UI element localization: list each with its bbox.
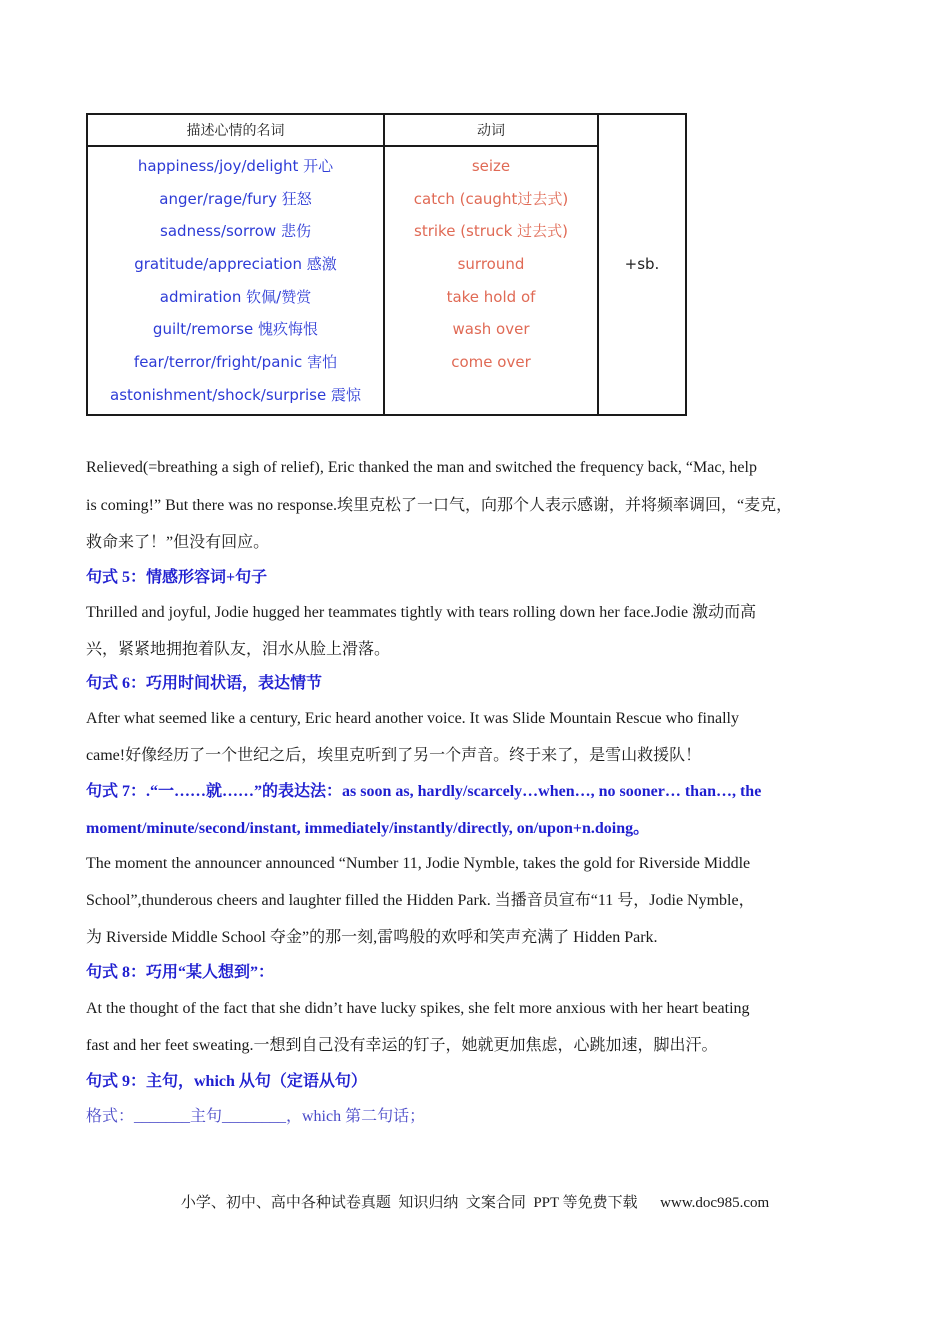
body-text-line: After what seemed like a century, Eric heard another voice. It was Slide Mountain Rescue who finally [86, 710, 739, 727]
section-heading: 句式 9：主句，which 从句（定语从句） [86, 1073, 367, 1090]
verb-column [384, 146, 598, 415]
section-heading: 句式 8：巧用“某人想到”： [86, 964, 275, 981]
verb-item: take hold of [446, 287, 536, 306]
noun-item: guilt/remorse 愧疚悔恨 [152, 320, 319, 339]
verb-item: strike (struck 过去式) [414, 222, 568, 241]
object-cell: +sb. [598, 114, 686, 415]
noun-item: anger/rage/fury 狂怒 [159, 189, 312, 208]
verb-item: wash over [452, 320, 530, 339]
noun-item: happiness/joy/delight 开心 [137, 157, 334, 175]
section-heading: 句式 6：巧用时间状语，表达情节 [86, 675, 323, 692]
table-header-row [87, 114, 686, 146]
body-text-line: came!好像经历了一个世纪之后，埃里克听到了另一个声音。终于来了，是雪山救援队！ [86, 747, 702, 764]
noun-item: gratitude/appreciation 感激 [134, 255, 337, 274]
noun-item: astonishment/shock/surprise 震惊 [110, 385, 361, 404]
noun-item: admiration 钦佩/赞赏 [159, 287, 312, 306]
body-text-line: Relieved(=breathing a sigh of relief), Eric thanked the man and switched the frequency back, “Mac, help [86, 459, 757, 476]
body-text-line: fast and her feet sweating.一想到自己没有幸运的钉子，她就更加焦虑，心跳加速，脚出汗。 [86, 1037, 718, 1054]
noun-item: fear/terror/fright/panic 害怕 [133, 353, 338, 372]
noun-item: sadness/sorrow 悲伤 [160, 222, 311, 241]
table-body-row [87, 146, 686, 415]
section-heading: 句式 5：情感形容词+句子 [86, 569, 268, 586]
header-verb: 动词 [384, 114, 598, 146]
page-footer: 小学、初中、高中各种试卷真题 知识归纳 文案合同 PPT 等免费下载 www.doc985.com [180, 1195, 770, 1211]
body-text-line: is coming!” But there was no response.埃里克松了一口气，向那个人表示感谢，并将频率调回，“麦克， [86, 497, 793, 514]
verb-item: come over [451, 353, 531, 372]
verb-item: seize [471, 157, 511, 175]
noun-column [87, 146, 384, 415]
body-text-line: Thrilled and joyful, Jodie hugged her teammates tightly with tears rolling down her face.Jodie 激动而高 [86, 604, 757, 621]
verb-item: catch (caught过去式) [413, 189, 569, 208]
body-text-line: The moment the announcer announced “Number 11, Jodie Nymble, takes the gold for Riverside Middle [86, 855, 751, 872]
section-heading: moment/minute/second/instant, immediately/instantly/directly, on/upon+n.doing。 [86, 820, 650, 837]
body-text-line: 救命来了！”但没有回应。 [86, 534, 270, 551]
header-noun: 描述心情的名词 [87, 114, 384, 146]
body-text-line: 兴，紧紧地拥抱着队友，泪水从脸上滑落。 [86, 641, 391, 658]
body-text-line: School”,thunderous cheers and laughter filled the Hidden Park. 当播音员宣布“11 号，Jodie Nymble， [86, 892, 755, 909]
emotion-vocabulary-table [86, 113, 687, 416]
body-text-line: 为 Riverside Middle School 夺金”的那一刻,雷鸣般的欢呼和笑声充满了 Hidden Park. [86, 929, 658, 946]
section-heading: 句式 7：.“一……就……”的表达法：as soon as, hardly/scarcely…when…, no sooner… than…, the [86, 783, 762, 800]
format-line: 格式：_______主句________，which 第二句话； [86, 1108, 426, 1125]
body-text-line: At the thought of the fact that she didn’t have lucky spikes, she felt more anxious with her heart beating [86, 1000, 750, 1017]
verb-item: surround [457, 255, 525, 274]
